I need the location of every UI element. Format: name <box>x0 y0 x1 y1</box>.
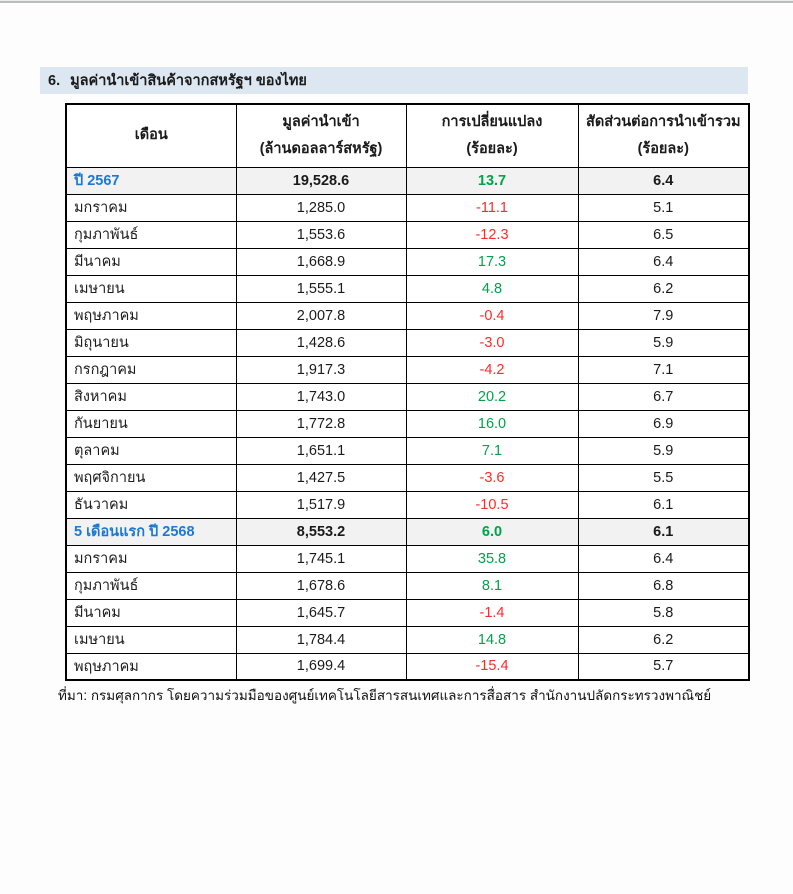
change-cell: -12.3 <box>406 221 578 248</box>
change-cell: 14.8 <box>406 626 578 653</box>
value-cell: 1,285.0 <box>236 194 406 221</box>
table-row <box>66 572 749 599</box>
month-cell: ตุลาคม <box>66 437 236 464</box>
month-cell: ปี 2567 <box>66 167 236 194</box>
table-row <box>66 329 749 356</box>
change-cell: 8.1 <box>406 572 578 599</box>
month-cell: กรกฎาคม <box>66 356 236 383</box>
month-cell: พฤศจิกายน <box>66 464 236 491</box>
summary-row <box>66 518 749 545</box>
month-cell: มีนาคม <box>66 599 236 626</box>
share-cell: 6.2 <box>578 626 749 653</box>
table-row <box>66 356 749 383</box>
value-cell: 8,553.2 <box>236 518 406 545</box>
month-cell: กุมภาพันธ์ <box>66 572 236 599</box>
change-cell: -3.6 <box>406 464 578 491</box>
value-cell: 1,553.6 <box>236 221 406 248</box>
value-cell: 1,917.3 <box>236 356 406 383</box>
value-cell: 1,427.5 <box>236 464 406 491</box>
value-cell: 1,668.9 <box>236 248 406 275</box>
month-cell: พฤษภาคม <box>66 302 236 329</box>
value-cell: 1,428.6 <box>236 329 406 356</box>
table-body <box>66 167 749 680</box>
share-cell: 7.9 <box>578 302 749 329</box>
share-cell: 6.1 <box>578 491 749 518</box>
share-cell: 5.8 <box>578 599 749 626</box>
table-row <box>66 221 749 248</box>
header-month: เดือน <box>66 104 236 167</box>
share-cell: 5.9 <box>578 329 749 356</box>
share-cell: 5.7 <box>578 653 749 680</box>
section-title-bar <box>40 67 748 94</box>
change-cell: 6.0 <box>406 518 578 545</box>
source-note: ที่มา: กรมศุลกากร โดยความร่วมมือของศูนย์เทคโนโลยีสารสนเทศและการสื่อสาร สำนักงานปลัดกระทรวงพาณิชย์ <box>58 688 712 703</box>
table-header <box>66 104 749 167</box>
change-cell: -0.4 <box>406 302 578 329</box>
share-cell: 6.2 <box>578 275 749 302</box>
change-cell: -1.4 <box>406 599 578 626</box>
value-cell: 1,772.8 <box>236 410 406 437</box>
value-cell: 1,645.7 <box>236 599 406 626</box>
share-cell: 6.9 <box>578 410 749 437</box>
change-cell: -10.5 <box>406 491 578 518</box>
value-cell: 1,651.1 <box>236 437 406 464</box>
month-cell: 5 เดือนแรก ปี 2568 <box>66 518 236 545</box>
change-cell: 35.8 <box>406 545 578 572</box>
value-cell: 1,745.1 <box>236 545 406 572</box>
share-cell: 6.4 <box>578 248 749 275</box>
share-cell: 6.7 <box>578 383 749 410</box>
table-row <box>66 383 749 410</box>
value-cell: 1,743.0 <box>236 383 406 410</box>
month-cell: เมษายน <box>66 626 236 653</box>
change-cell: 13.7 <box>406 167 578 194</box>
change-cell: -11.1 <box>406 194 578 221</box>
change-cell: 16.0 <box>406 410 578 437</box>
value-cell: 1,555.1 <box>236 275 406 302</box>
value-cell: 1,784.4 <box>236 626 406 653</box>
value-cell: 1,699.4 <box>236 653 406 680</box>
change-cell: 4.8 <box>406 275 578 302</box>
table-row <box>66 302 749 329</box>
section-number: 6. <box>48 72 61 89</box>
header-change: การเปลี่ยนแปลง (ร้อยละ) <box>406 104 578 167</box>
month-cell: มกราคม <box>66 545 236 572</box>
month-cell: พฤษภาคม <box>66 653 236 680</box>
change-cell: 7.1 <box>406 437 578 464</box>
value-cell: 19,528.6 <box>236 167 406 194</box>
table-row <box>66 275 749 302</box>
change-cell: 17.3 <box>406 248 578 275</box>
value-cell: 1,678.6 <box>236 572 406 599</box>
share-cell: 5.9 <box>578 437 749 464</box>
table-row <box>66 626 749 653</box>
share-cell: 6.5 <box>578 221 749 248</box>
share-cell: 6.1 <box>578 518 749 545</box>
change-cell: -3.0 <box>406 329 578 356</box>
month-cell: สิงหาคม <box>66 383 236 410</box>
table-row <box>66 248 749 275</box>
share-cell: 7.1 <box>578 356 749 383</box>
month-cell: เมษายน <box>66 275 236 302</box>
import-value-table <box>65 103 750 681</box>
header-import-value: มูลค่านำเข้า (ล้านดอลลาร์สหรัฐ) <box>236 104 406 167</box>
summary-row <box>66 167 749 194</box>
table-row <box>66 437 749 464</box>
month-cell: มิถุนายน <box>66 329 236 356</box>
change-cell: -4.2 <box>406 356 578 383</box>
share-cell: 6.8 <box>578 572 749 599</box>
value-cell: 1,517.9 <box>236 491 406 518</box>
table-row <box>66 545 749 572</box>
share-cell: 5.5 <box>578 464 749 491</box>
month-cell: มกราคม <box>66 194 236 221</box>
month-cell: ธันวาคม <box>66 491 236 518</box>
share-cell: 5.1 <box>578 194 749 221</box>
value-cell: 2,007.8 <box>236 302 406 329</box>
change-cell: -15.4 <box>406 653 578 680</box>
month-cell: กันยายน <box>66 410 236 437</box>
header-share: สัดส่วนต่อการนำเข้ารวม (ร้อยละ) <box>578 104 749 167</box>
table-row <box>66 194 749 221</box>
month-cell: กุมภาพันธ์ <box>66 221 236 248</box>
page-top-edge <box>0 0 793 3</box>
month-cell: มีนาคม <box>66 248 236 275</box>
table-row <box>66 653 749 680</box>
table-row <box>66 464 749 491</box>
share-cell: 6.4 <box>578 167 749 194</box>
share-cell: 6.4 <box>578 545 749 572</box>
section-title: มูลค่านำเข้าสินค้าจากสหรัฐฯ ของไทย <box>70 73 307 89</box>
change-cell: 20.2 <box>406 383 578 410</box>
table-row <box>66 599 749 626</box>
table-row <box>66 491 749 518</box>
table-row <box>66 410 749 437</box>
